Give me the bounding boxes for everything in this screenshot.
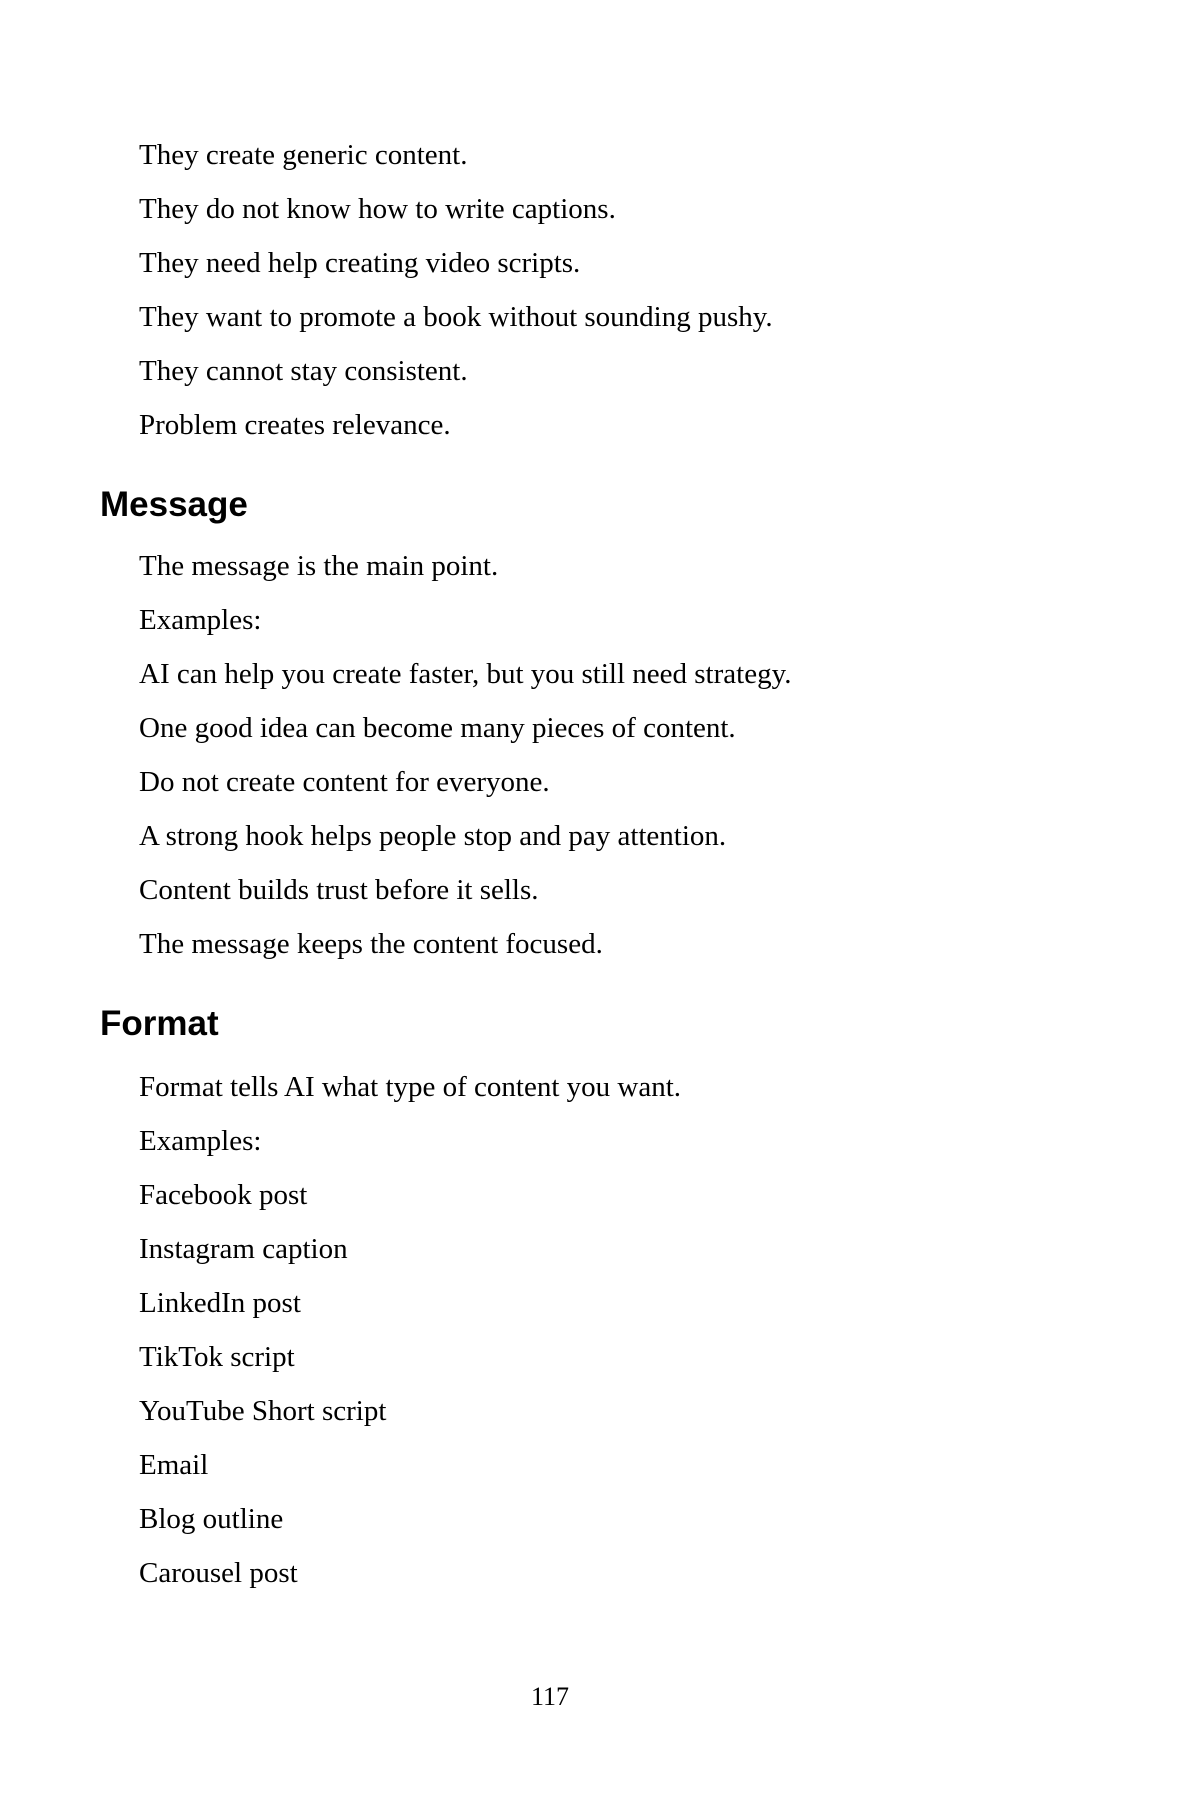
body-line: They do not know how to write captions. xyxy=(139,193,616,225)
body-line: AI can help you create faster, but you still need strategy. xyxy=(139,658,792,690)
body-line: Content builds trust before it sells. xyxy=(139,874,539,906)
body-line: Examples: xyxy=(139,604,262,636)
body-line: Facebook post xyxy=(139,1179,308,1211)
body-line: Format tells AI what type of content you want. xyxy=(139,1071,682,1103)
body-line: Email xyxy=(139,1449,209,1481)
body-line: They cannot stay consistent. xyxy=(139,355,468,387)
body-line: Instagram caption xyxy=(139,1233,348,1265)
section-heading-message: Message xyxy=(100,485,248,524)
body-line: A strong hook helps people stop and pay attention. xyxy=(139,820,727,852)
body-line: Do not create content for everyone. xyxy=(139,766,550,798)
body-line: YouTube Short script xyxy=(139,1395,387,1427)
body-line: LinkedIn post xyxy=(139,1287,301,1319)
body-line: Problem creates relevance. xyxy=(139,409,451,441)
page-number: 117 xyxy=(530,1682,570,1711)
body-line: They want to promote a book without sounding pushy. xyxy=(139,301,773,333)
body-line: Carousel post xyxy=(139,1557,298,1589)
body-line: They create generic content. xyxy=(139,139,468,171)
section-heading-format: Format xyxy=(100,1004,219,1043)
body-line: TikTok script xyxy=(139,1341,295,1373)
body-line: The message keeps the content focused. xyxy=(139,928,603,960)
body-line: Examples: xyxy=(139,1125,262,1157)
body-line: Blog outline xyxy=(139,1503,284,1535)
body-line: The message is the main point. xyxy=(139,550,499,582)
body-line: They need help creating video scripts. xyxy=(139,247,581,279)
body-line: One good idea can become many pieces of content. xyxy=(139,712,736,744)
